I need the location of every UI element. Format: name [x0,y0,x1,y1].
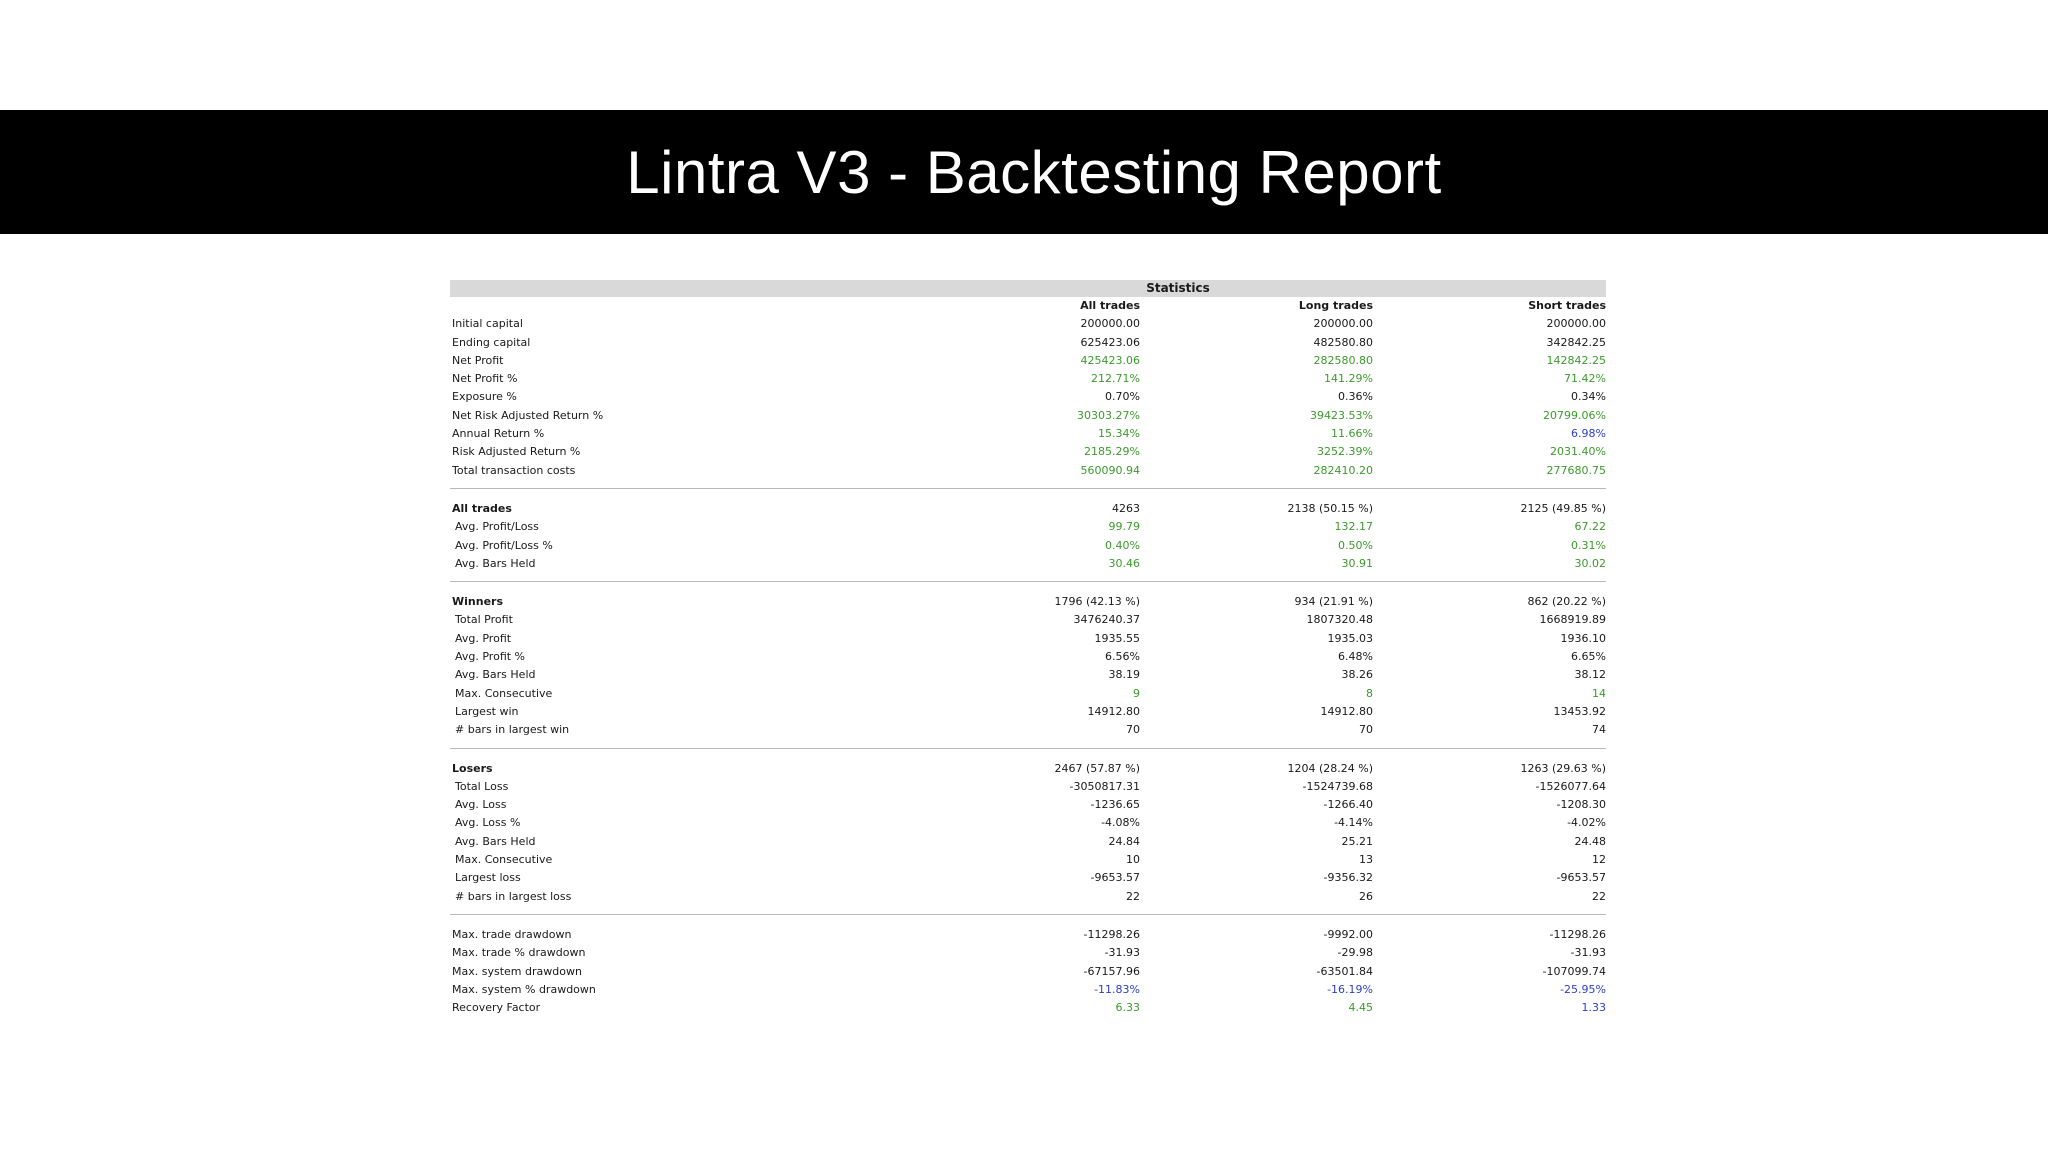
value-long-trades: 70 [1359,723,1373,737]
slide-title: Lintra V3 - Backtesting Report [626,138,1442,206]
value-short-trades: 1263 (29.63 %) [1520,761,1606,775]
value-short-trades: 0.34% [1571,390,1606,404]
value-long-trades: 482580.80 [1313,335,1373,349]
value-short-trades: -107099.74 [1542,964,1606,978]
value-all-trades: 22 [1126,889,1140,903]
value-long-trades: 282580.80 [1313,353,1373,367]
value-short-trades: 1936.10 [1560,631,1606,645]
value-short-trades: 6.65% [1571,650,1606,664]
value-all-trades: 38.19 [1108,668,1140,682]
value-short-trades: 6.98% [1571,427,1606,441]
column-header-all-trades: All trades [1080,299,1140,312]
row-label: Largest win [455,704,519,718]
row-label: Exposure % [452,390,517,404]
value-short-trades: 2031.40% [1550,445,1606,459]
value-short-trades: -4.02% [1567,816,1606,830]
section-divider [450,573,1606,593]
value-short-trades: 67.22 [1574,520,1606,534]
section-divider [450,740,1606,760]
value-all-trades: -67157.96 [1083,964,1140,978]
row-label: Max. Consecutive [455,686,553,700]
value-long-trades: -1524739.68 [1302,779,1373,793]
row-label: Total Profit [455,613,513,627]
divider-line [450,914,1606,915]
value-long-trades: 132.17 [1334,520,1373,534]
value-all-trades: 99.79 [1108,520,1140,534]
value-long-trades: 3252.39% [1317,445,1373,459]
value-short-trades: 13453.92 [1553,704,1606,718]
value-all-trades: -31.93 [1104,946,1140,960]
value-short-trades: 1668919.89 [1539,613,1606,627]
column-header-long-trades: Long trades [1298,299,1373,312]
value-all-trades: 0.40% [1105,538,1140,552]
row-label: Ending capital [452,335,531,349]
value-short-trades: 142842.25 [1546,353,1606,367]
value-short-trades: 12 [1592,853,1606,867]
value-all-trades: 3476240.37 [1073,613,1140,627]
row-label: Avg. Bars Held [455,834,536,848]
value-long-trades: 282410.20 [1313,463,1373,477]
value-long-trades: 141.29% [1324,372,1373,386]
row-label: Recovery Factor [452,1001,541,1015]
row-label: Avg. Profit % [455,650,526,664]
value-all-trades: 30.46 [1108,556,1140,570]
row-label: Avg. Loss [455,798,507,812]
row-label: Max. trade % drawdown [452,946,586,960]
value-long-trades: 0.36% [1338,390,1373,404]
value-long-trades: 0.50% [1338,538,1373,552]
row-label: Avg. Loss % [455,816,521,830]
row-label: Max. system % drawdown [452,982,596,996]
row-label: Avg. Bars Held [455,668,536,682]
value-all-trades: 200000.00 [1080,317,1140,331]
value-all-trades: 70 [1126,723,1140,737]
divider-line [450,748,1606,749]
row-label: Avg. Profit [455,631,512,645]
value-long-trades: 8 [1366,686,1373,700]
value-all-trades: -1236.65 [1090,798,1140,812]
value-all-trades: 9 [1133,686,1140,700]
value-short-trades: -9653.57 [1556,871,1606,885]
value-all-trades: 625423.06 [1080,335,1140,349]
value-short-trades: 1.33 [1581,1001,1606,1015]
value-all-trades: -9653.57 [1090,871,1140,885]
section-divider [450,906,1606,926]
value-long-trades: 25.21 [1341,834,1373,848]
value-long-trades: -1266.40 [1323,798,1373,812]
value-all-trades: 10 [1126,853,1140,867]
statistics-report [450,280,1606,1017]
value-all-trades: 2185.29% [1084,445,1140,459]
value-short-trades: 20799.06% [1543,408,1606,422]
value-long-trades: 30.91 [1341,556,1373,570]
value-all-trades: 24.84 [1108,834,1140,848]
value-long-trades: 200000.00 [1313,317,1373,331]
row-label: Annual Return % [452,427,545,441]
row-label: Net Profit [452,353,504,367]
column-header-spacer [450,297,940,315]
row-label: Avg. Profit/Loss [455,520,539,534]
value-all-trades: -4.08% [1101,816,1140,830]
value-long-trades: 39423.53% [1310,408,1373,422]
value-short-trades: -1208.30 [1556,798,1606,812]
value-long-trades: 38.26 [1341,668,1373,682]
value-short-trades: 2125 (49.85 %) [1520,501,1606,515]
row-label: Total transaction costs [452,463,576,477]
value-long-trades: 1204 (28.24 %) [1287,761,1373,775]
value-all-trades: 1796 (42.13 %) [1054,595,1140,609]
value-all-trades: 1935.55 [1094,631,1140,645]
row-label: Winners [452,595,503,609]
value-all-trades: 14912.80 [1087,704,1140,718]
row-label: # bars in largest win [455,723,570,737]
divider-line [450,488,1606,489]
value-short-trades: 200000.00 [1546,317,1606,331]
value-short-trades: 14 [1592,686,1606,700]
row-label: # bars in largest loss [455,889,572,903]
value-all-trades: 0.70% [1105,390,1140,404]
row-label: Net Profit % [452,372,518,386]
value-long-trades: -9992.00 [1323,927,1373,941]
value-all-trades: -11.83% [1094,982,1140,996]
value-all-trades: 6.33 [1115,1001,1140,1015]
value-short-trades: -31.93 [1570,946,1606,960]
value-all-trades: 425423.06 [1080,353,1140,367]
value-short-trades: 277680.75 [1546,463,1606,477]
value-long-trades: -29.98 [1337,946,1373,960]
value-long-trades: 1935.03 [1327,631,1373,645]
value-long-trades: -4.14% [1334,816,1373,830]
value-long-trades: 11.66% [1331,427,1373,441]
row-label: Net Risk Adjusted Return % [452,408,604,422]
value-long-trades: -63501.84 [1316,964,1373,978]
value-short-trades: 0.31% [1571,538,1606,552]
row-label: Total Loss [455,779,509,793]
value-long-trades: 13 [1359,853,1373,867]
row-label: Max. trade drawdown [452,927,572,941]
value-long-trades: 6.48% [1338,650,1373,664]
value-short-trades: 342842.25 [1546,335,1606,349]
statistics-grid [450,297,1606,1017]
value-long-trades: -9356.32 [1323,871,1373,885]
value-long-trades: 26 [1359,889,1373,903]
value-long-trades: -16.19% [1327,982,1373,996]
value-short-trades: 862 (20.22 %) [1527,595,1606,609]
title-bar [0,110,2048,234]
row-label: Largest loss [455,871,521,885]
value-short-trades: -1526077.64 [1535,779,1606,793]
value-short-trades: 24.48 [1574,834,1606,848]
value-short-trades: 74 [1592,723,1606,737]
row-label: Initial capital [452,317,523,331]
value-all-trades: 4263 [1112,501,1140,515]
statistics-header: Statistics [450,280,1606,297]
value-all-trades: -11298.26 [1083,927,1140,941]
section-divider [450,480,1606,500]
value-long-trades: 14912.80 [1320,704,1373,718]
value-all-trades: 2467 (57.87 %) [1054,761,1140,775]
value-short-trades: 38.12 [1574,668,1606,682]
row-label: All trades [452,501,512,515]
divider-line [450,581,1606,582]
value-long-trades: 1807320.48 [1306,613,1373,627]
value-long-trades: 4.45 [1348,1001,1373,1015]
value-all-trades: 212.71% [1091,372,1140,386]
value-short-trades: 71.42% [1564,372,1606,386]
row-label: Avg. Bars Held [455,556,536,570]
value-short-trades: -25.95% [1560,982,1606,996]
value-short-trades: -11298.26 [1549,927,1606,941]
row-label: Max. system drawdown [452,964,582,978]
row-label: Losers [452,761,493,775]
value-short-trades: 30.02 [1574,556,1606,570]
value-all-trades: -3050817.31 [1069,779,1140,793]
value-all-trades: 30303.27% [1077,408,1140,422]
value-long-trades: 934 (21.91 %) [1294,595,1373,609]
value-all-trades: 15.34% [1098,427,1140,441]
value-short-trades: 22 [1592,889,1606,903]
row-label: Avg. Profit/Loss % [455,538,553,552]
row-label: Max. Consecutive [455,853,553,867]
value-all-trades: 560090.94 [1080,463,1140,477]
value-all-trades: 6.56% [1105,650,1140,664]
column-header-short-trades: Short trades [1528,299,1606,312]
row-label: Risk Adjusted Return % [452,445,581,459]
value-long-trades: 2138 (50.15 %) [1287,501,1373,515]
